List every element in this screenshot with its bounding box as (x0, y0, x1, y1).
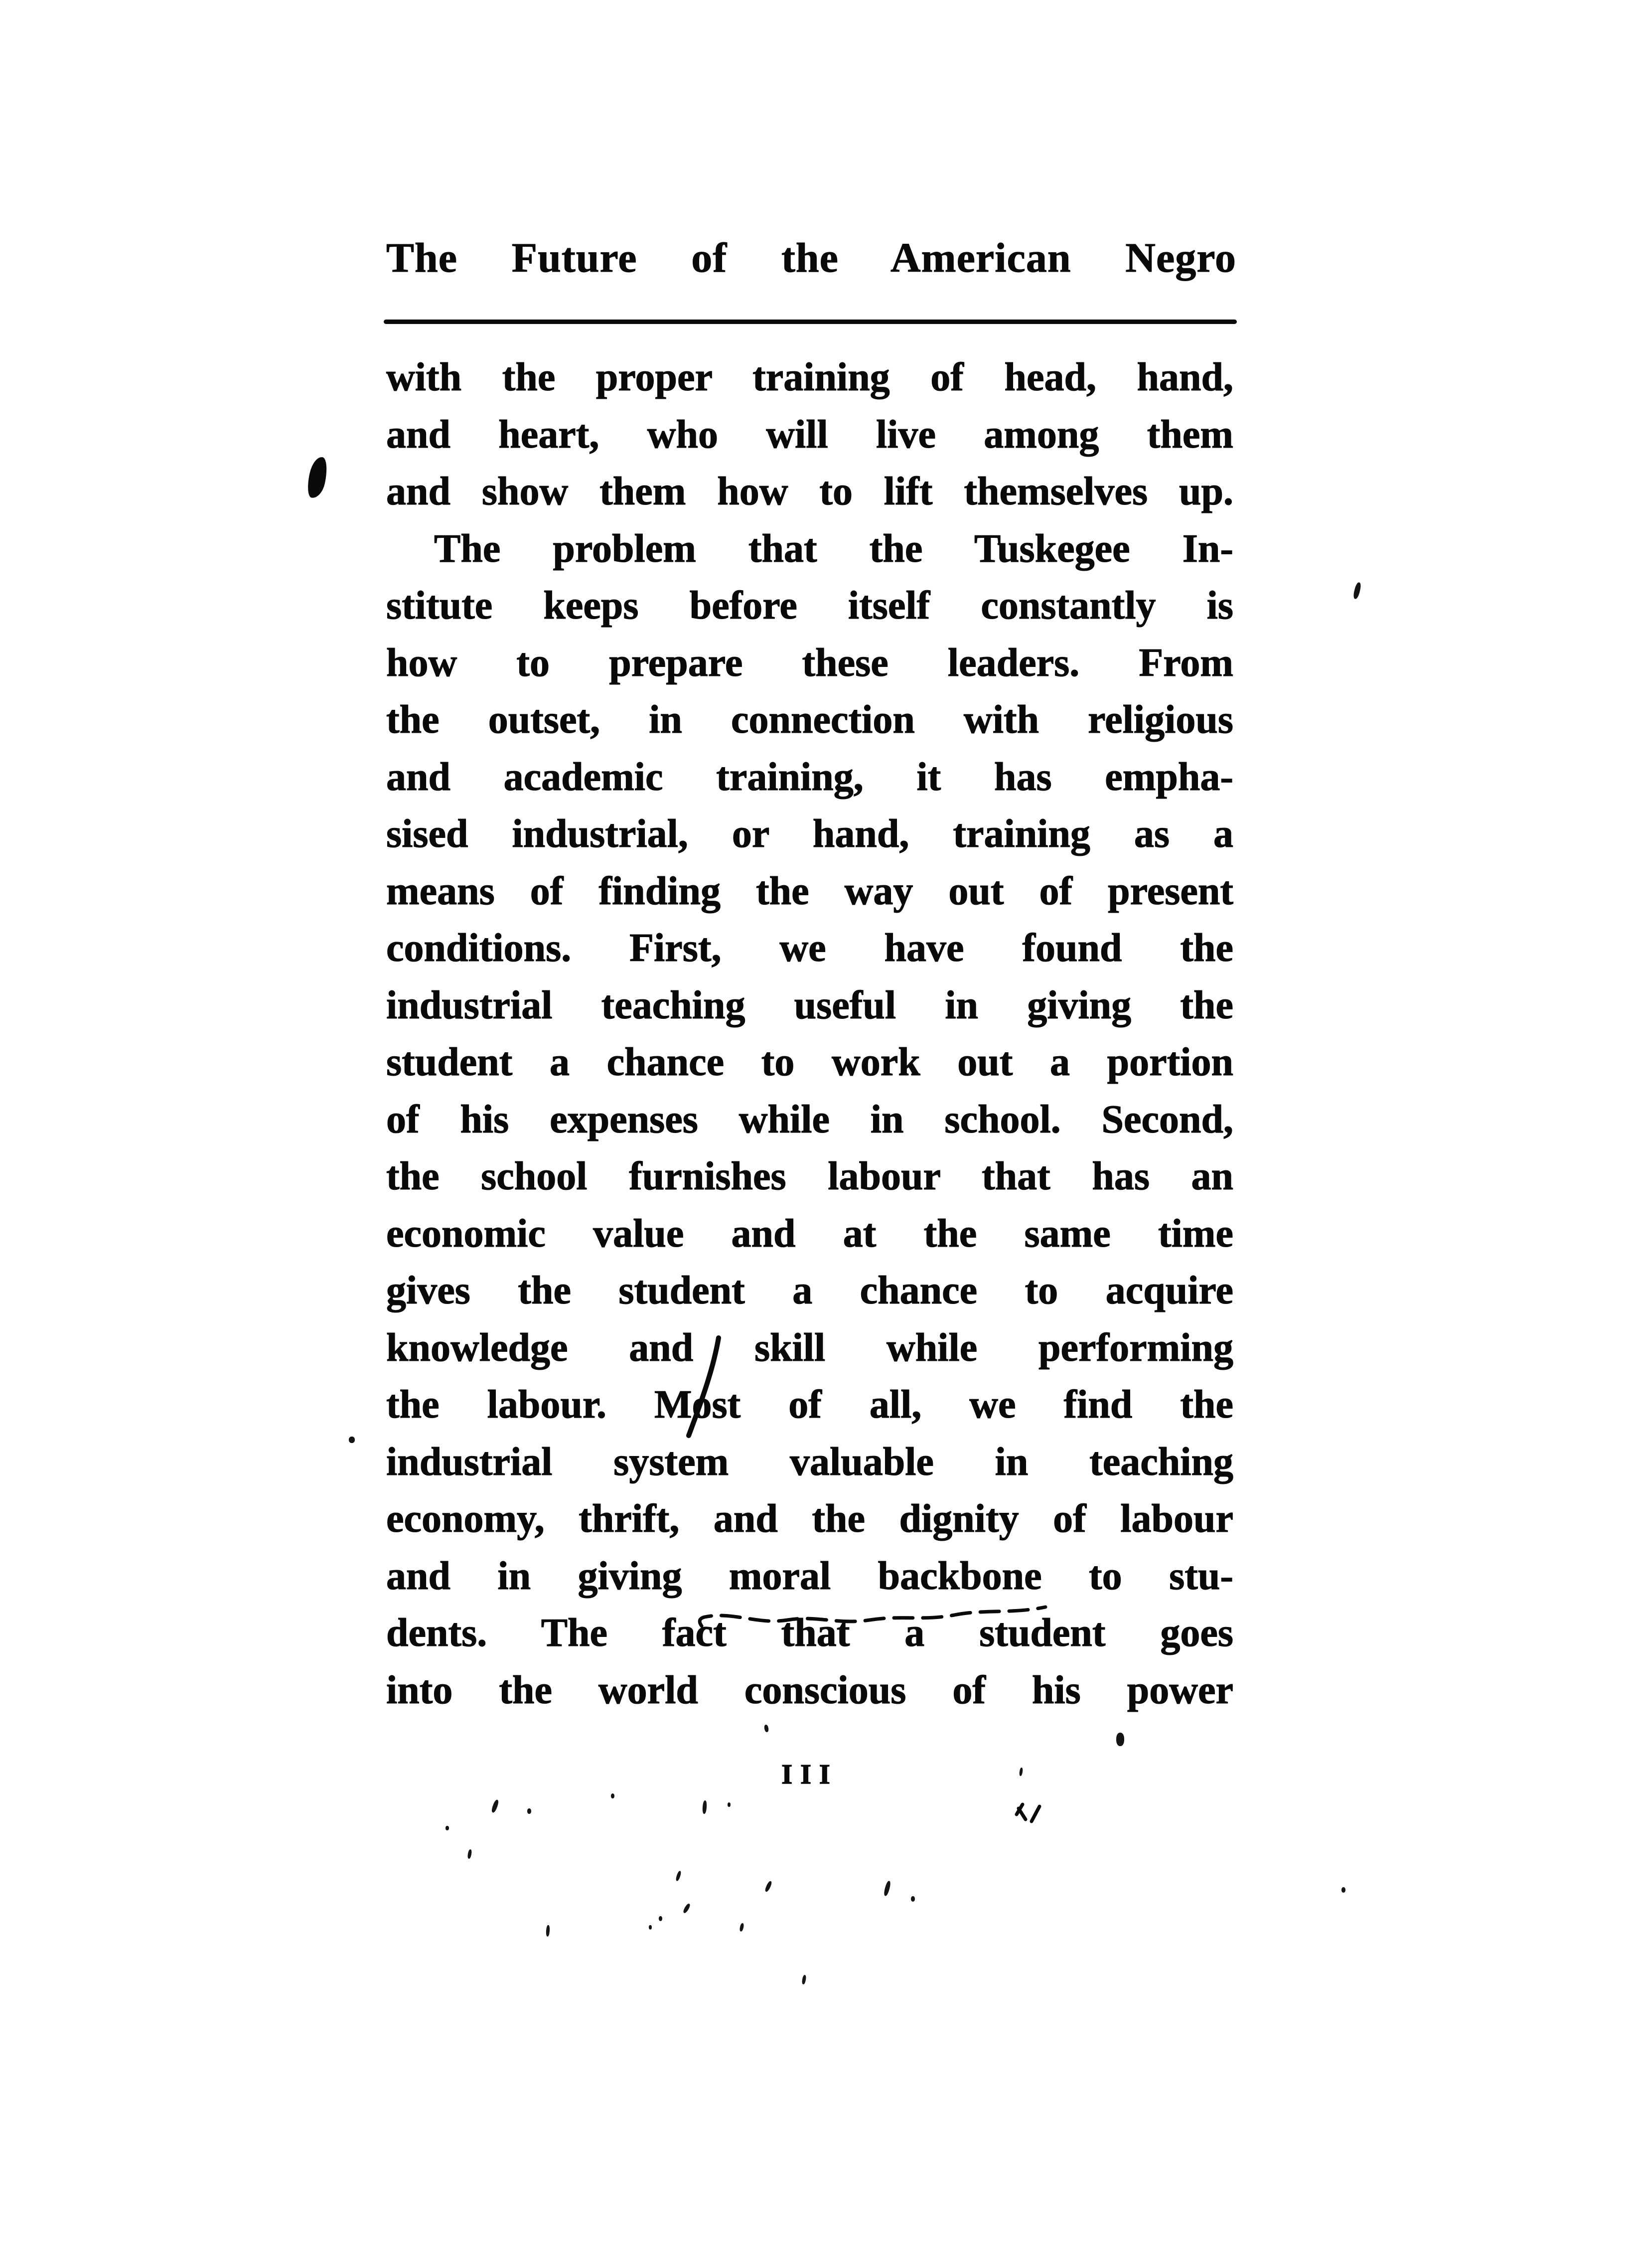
text-line: dents. The fact that a student goes (386, 1611, 1233, 1655)
ink-speck (491, 1799, 500, 1813)
text-line: means of finding the way out of present (386, 869, 1233, 913)
text-line: and in giving moral backbone to stu- (386, 1554, 1233, 1598)
text-line: gives the student a chance to acquire (386, 1269, 1233, 1312)
text-line: knowledge and skill while performing (386, 1325, 1233, 1370)
text-line: the labour. Most of all, we find the (386, 1383, 1233, 1427)
text-line: industrial teaching useful in giving the (386, 983, 1233, 1027)
page-title: The Future of the American Negro (386, 235, 1236, 281)
ink-speck (764, 1724, 769, 1732)
text-line: conditions. First, we have found the (386, 926, 1233, 970)
ink-speck (546, 1925, 550, 1937)
text-line: industrial system valuable in teaching (386, 1440, 1233, 1484)
text-line: sised industrial, or hand, training as a (386, 812, 1233, 856)
ink-speck (611, 1793, 614, 1798)
ink-speck (349, 1437, 355, 1443)
header-rule (384, 320, 1237, 324)
ink-speck (1341, 1887, 1345, 1893)
text-line: and academic training, it has empha- (386, 755, 1233, 799)
ink-speck (911, 1896, 915, 1902)
ink-speck (527, 1808, 531, 1814)
text-line: student a chance to work out a portion (386, 1040, 1233, 1084)
ink-speck (682, 1903, 691, 1914)
ink-speck (1116, 1733, 1124, 1746)
ink-speck (702, 1800, 707, 1814)
text-line: and show them how to lift themselves up. (386, 470, 1233, 513)
ink-speck (659, 1916, 662, 1921)
text-line: with the proper training of head, hand, (386, 355, 1233, 399)
ink-speck (883, 1880, 891, 1896)
text-line-paragraph-start: The problem that the Tuskegee In- (434, 526, 1233, 571)
ink-speck (764, 1880, 773, 1892)
ink-blot (305, 455, 330, 499)
ink-speck (739, 1923, 744, 1932)
text-line: economic value and at the same time (386, 1211, 1233, 1256)
text-line: economy, thrift, and the dignity of labour (386, 1497, 1233, 1541)
ink-speck (649, 1925, 652, 1930)
ink-speck (467, 1849, 472, 1859)
ink-speck (445, 1826, 449, 1830)
page-number: III (781, 1759, 838, 1790)
text-line: how to prepare these leaders. From (386, 641, 1233, 685)
text-line: and heart, who will live among them (386, 412, 1233, 457)
scribble (1017, 1804, 1039, 1821)
ink-speck (801, 1975, 806, 1985)
ink-speck (728, 1802, 731, 1807)
text-line: stitute keeps before itself constantly is (386, 584, 1233, 628)
text-line: of his expenses while in school. Second, (386, 1097, 1233, 1141)
ink-speck (675, 1870, 682, 1881)
text-line: into the world conscious of his power (386, 1668, 1233, 1712)
text-line: the outset, in connection with religious (386, 698, 1233, 742)
body-text (386, 349, 1233, 1719)
ink-speck (1352, 582, 1362, 600)
text-line: the school furnishes labour that has an (386, 1154, 1233, 1198)
